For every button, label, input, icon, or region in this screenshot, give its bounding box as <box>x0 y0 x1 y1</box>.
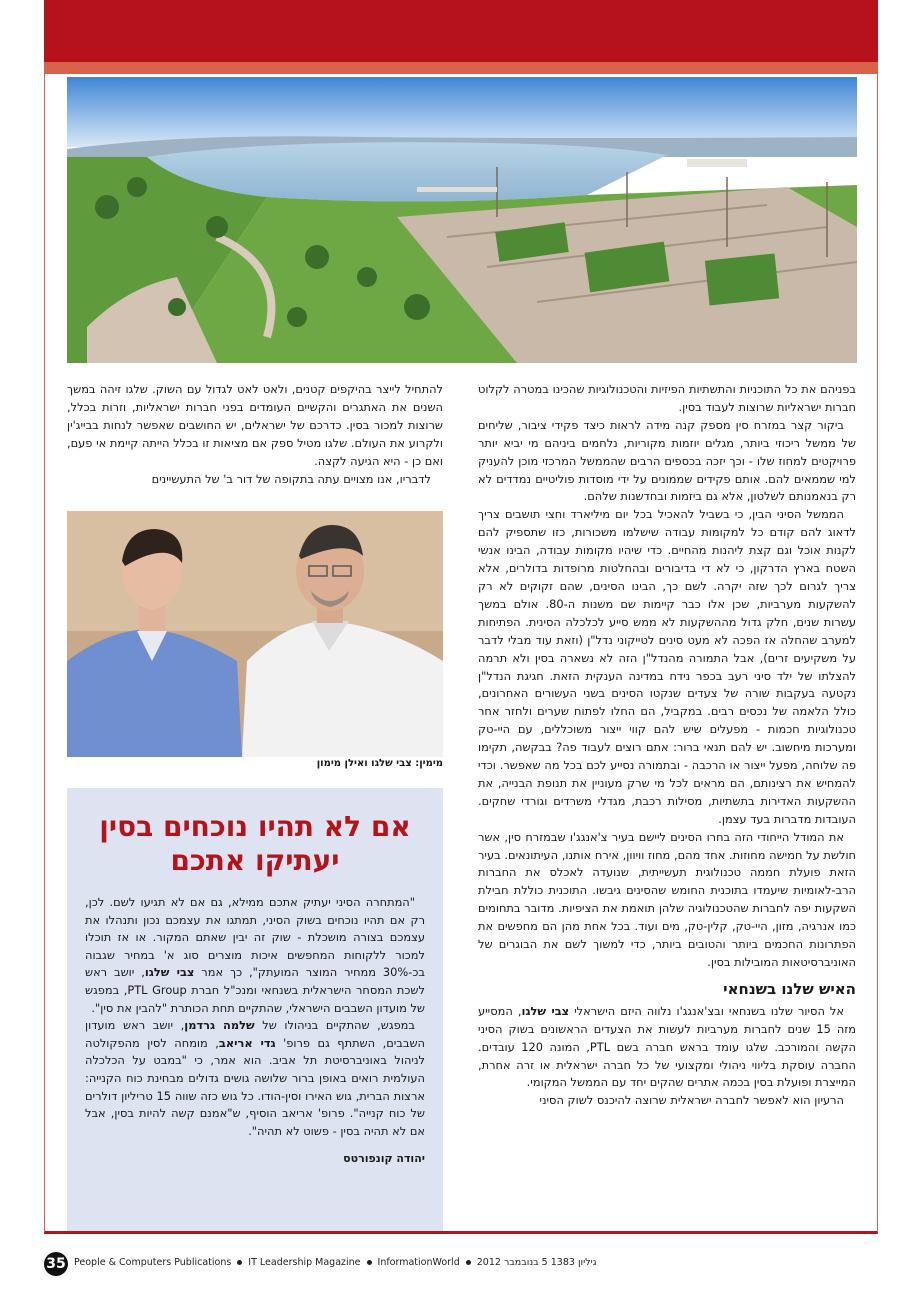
article-paragraph: ביקור קצר במזרח סין מספק קנה מידה לראות כיצד פקידי ציבור, שליחים של ממשל ריכוזי ביותר, מגלים יוזמות מקוריות, נלחמים ביניהם מי יביא יותר פרויקטים למחוז שלו - וכך יזכה בכספים הרבים שהממשל המרכזי מוכן להעניק למי שממאים להם. אותם פקידים שממונים על ידי מוסדות פוליטיים נמדדים לא רק בנאמנותם לשלטון, אלא גם ביזמות ובחדשנות שלהם. <box>478 417 856 504</box>
text-segment: , המסייע מזה 15 שנים לחברות מערביות לעשות את הצעדים הראשונים בשוק הסיני הקשה והמורכב. שלגו עומד בראש חברה בשם PTL, המונה 120 עובדים. החברה עוסקת בליווי ניהולי ומקצועי של כל חברה ישראלית או זרה אחרת, המייצרת ופועלת בסין בכמה אתרים שהקים יחד עם הממשל המקומי. <box>478 1003 856 1090</box>
person-name: גדי אריאב <box>218 1035 276 1050</box>
sidebar-title-line: יעתיקו אתכם <box>170 844 340 877</box>
footer-issue: גיליון 1383 5 בנובמבר 2012 <box>476 1257 597 1268</box>
article-paragraph: לדבריו, אנו מצויים עתה בתקופה של דור ב' של התעשיינים <box>151 471 431 486</box>
article-paragraph: בפניהם את כל התוכניות והתשתיות הפיזיות והטכנולוגיות שהכינו במטרה לקלוט חברות ישראליות שרוצות לעבוד בסין. <box>478 382 856 414</box>
text-segment: , יושב ראש לשכת המסחר הישראלית בשנחאי ומנכ"ל חברת PTL Group, במפגש של מועדון השבבים הישראלי, שהתקיים תחת הכותרת "להבין את סין". <box>85 965 425 1015</box>
bullet-icon <box>466 1260 471 1265</box>
page-number: 35 <box>44 1252 68 1276</box>
page-footer <box>44 1252 878 1276</box>
article-paragraph: הממשל הסיני הבין, כי בשביל להאכיל בכל יום מיליארד וחצי תושבים צריך לדאוג להם קודם כל למקומות עבודה שישלמו משכורות, כזו שתספיק להם לקנות אוכל וגם קצת ליהנות מהחיים. כדי שיהיו מקומות עבודה, הבינו אנשי השטח בארץ הדרקון, כי לא די בדיבורים ובהחלטות מרופדות בדולרים, אלא צריך לגרום לכך שזה יקרה. לשם כך, הבינו הסינים, שהם זקוקים לא רק להשקעות מערביות, שכן אלו כבר קיימות שם משנות ה-80. אולם במשך עשרות שנים, חלק גדול מההשקעות לא ממש סייע לכלכלה הסינית. הפתיחות למערב שהחלה אז הפכה לא מעט סינים לטייקוני נדל"ן (וזאת עוד מבלי לדבר על משקיעים זרים), אבל התמורה מהנדל"ן הזה לא נשארה בסין ולא תרמה להצלתו של ילד סיני רעב בכפר נידח במדינה הענקית הזאת. חגיגת הנדל"ן נקטעה בעקבות שורה של צעדים שנקטו הסינים בשני העשורים האחרונים, כולל הלאמה של נכסים רבים. במקביל, הם החלו לפתוח שערים ולחזר אחר טכנולוגיות חכמות - מפעלים שיש להם קווי ייצור משוכללים, עם היי-טק ומערכות מיחשוב. יש להם תנאי ברור: אתם רוצים לעבוד פה? בבקשה, תקימו פה שלוחה, מפעל ייצור או הרכבה - ובתמורה נסייע לכם בכל מה שאפשר. וכדי להמחיש את רצינותם, הם מראים לכל מי שרק מעוניין את תנופת הבנייה, את ההשקעות האדירות בתשתיות, מסילות רכבת, מגדלי משרדים וגורדי שחקים. העובדות מדברות בעד עצמן. <box>478 507 856 826</box>
footer-magazine: IT Leadership Magazine <box>248 1257 361 1268</box>
footer-publisher: People & Computers Publications <box>74 1257 232 1268</box>
header-bar <box>44 0 878 62</box>
person-name: צבי שלגו <box>521 1003 570 1018</box>
sidebar-paragraph <box>85 894 425 1017</box>
header-accent-line <box>44 62 878 74</box>
article-paragraph: הרעיון הוא לאפשר לחברה ישראלית שרוצה להיכנס לשוק הסיני <box>539 1093 844 1108</box>
text-segment: "המתחרה הסיני יעתיק אתכם ממילא, גם אם לא תגיעו לשם. לכן, רק אם תהיו נוכחים בשוק הסיני, תמתגו את עצמכם נכון ותנהלו את עצמכם בצורה מושכלת - שוק זה יבין שאתם המקור. או אז תוכלו למכור ללקוחות המחפשים איכות מוצרים סוג א' במחיר שגבוה בכ-30% ממחיר המוצר המועתק", כך אמר <box>85 895 425 980</box>
sidebar-paragraph <box>85 1017 425 1140</box>
photo-caption: מימין: צבי שלגו ואילן מימון <box>316 758 443 769</box>
article-paragraph <box>478 1003 856 1093</box>
sidebar-box <box>67 788 443 1231</box>
person-name: שלמה גרדמן <box>184 1018 255 1033</box>
footer-text <box>74 1257 597 1268</box>
sidebar-title <box>85 810 425 878</box>
text-segment: אל הסיור שלנו בשנחאי ובצ'אנגג'ו נלווה היזם הישראלי <box>569 1003 845 1018</box>
footer-magazine: InformationWorld <box>377 1257 460 1268</box>
panorama-photo <box>67 77 857 363</box>
bullet-icon <box>367 1260 372 1265</box>
text-segment: במפגש, שהתקיים בניהולו של <box>254 1018 415 1033</box>
sidebar-title-line: אם לא תהיו נוכחים בסין <box>99 810 411 843</box>
section-subheading: האיש שלנו בשנחאי <box>723 979 856 998</box>
sidebar-author: יהודה קונפורטס <box>343 1152 425 1166</box>
sidebar-body <box>85 894 425 1140</box>
article-left-column <box>67 381 443 488</box>
text-segment: , מומחה לסין מהפקולטה לניהול באוניברסיטת תל אביב. הוא אמר, כי "במבט על הכלכלה העולמית רואים באופן ברור שלושה גושים גדולים מבחינת כוח הקנייה: ארצות הברית, גוש האירו וסין-הודו. כל גוש כזה שווה 15 טריליון דולרים של כוח קנייה". פרופ' אריאב הוסיף, ש"אמנם קשה להיות בסין, אבל אם לא תהיה בסין - פשוט לא תהיה". <box>85 1035 425 1138</box>
text-segment: , יושב ראש מועדון השבבים, השתתף גם פרופ' <box>85 1018 425 1050</box>
article-paragraph: את המודל הייחודי הזה בחרו הסינים ליישם בעיר צ'אנגג'ו שבמזרח סין, אשר חולשת על חמישה מחוזות. אחד מהם, מחוז וויוון, אירח אותנו, העיתונאים. בעיר הזאת פועלת חממה טכנולוגית תעשייתית, שנועדה לאכלס את החברות הרב-לאומיות שיעמדו בתוכנית החומש שהסינים גיבשו. התוכנית כוללת חבילת השקעות יפה לחברות שהטכנולוגיה שלהן תואמת את הציפיות. מדובר בתחומים כמו אנרגיה, מזון, היי-טק, קלין-טק, מים ועוד. בכל אחת מהן הם מחפשים את הפתרונות החכמים ביותר והטובים ביותר, כדי למשוך לשם את הבוגרים של האוניברסיטאות המובילות בסין. <box>478 829 856 969</box>
article-right-column <box>478 381 856 1110</box>
bullet-icon <box>237 1260 242 1265</box>
portrait-photo <box>67 511 443 757</box>
person-name: צבי שלגו <box>144 965 195 980</box>
article-paragraph: להתחיל לייצר בהיקפים קטנים, ולאט לאט לגדול עם השוק. שלגו זיהה במשך השנים את האתגרים והקשיים העומדים בפני חברות ישראליות, וזרות בכלל, שרוצות למכור בסין. כדרכם של ישראלים, יש החושבים שאפשר לנחות בבייג'ין ולקרוע את העולם. שלגו מטיל ספק אם מציאות זו בכלל הייתה קיימת אי פעם, ואם כן - היא הגיעה לקצה. <box>67 382 443 468</box>
